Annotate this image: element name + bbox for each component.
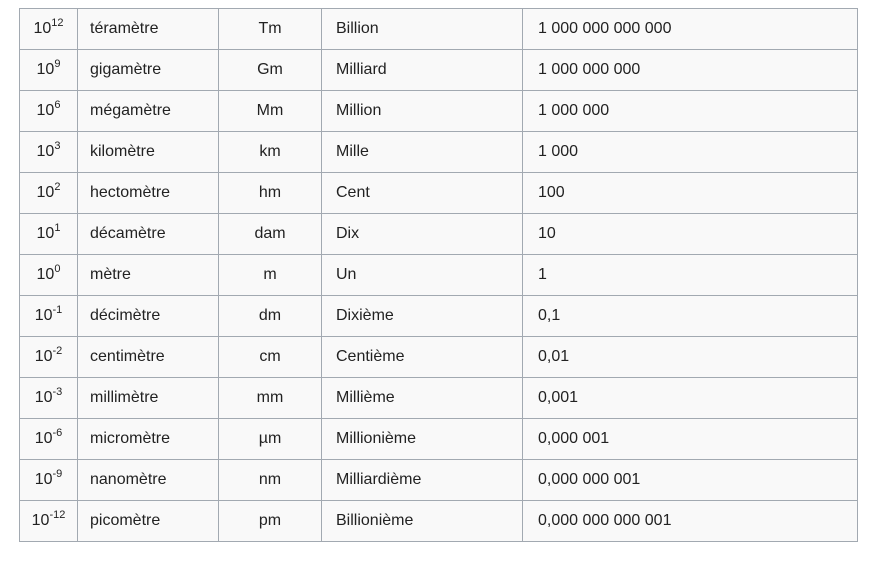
unit-name-cell: décamètre (78, 214, 219, 255)
number-word-cell: Millionième (322, 419, 523, 460)
power-base: 10 (36, 61, 55, 78)
unit-name-cell: kilomètre (78, 132, 219, 173)
table-row (20, 337, 858, 378)
unit-symbol-cell: Tm (219, 9, 322, 50)
power-exponent: -3 (52, 386, 63, 398)
numeric-value-cell: 0,1 (523, 296, 858, 337)
power-cell (20, 460, 78, 501)
number-word-cell: Dixième (322, 296, 523, 337)
power-base: 10 (36, 225, 55, 242)
table-row (20, 132, 858, 173)
metric-prefix-table (19, 8, 858, 542)
table-row (20, 419, 858, 460)
unit-name-cell: mètre (78, 255, 219, 296)
power-exponent: -1 (52, 304, 63, 316)
power-cell (20, 50, 78, 91)
power-base: 10 (34, 430, 53, 447)
power-exponent: 2 (54, 181, 61, 193)
number-word-cell: Centième (322, 337, 523, 378)
power-base: 10 (36, 102, 55, 119)
unit-symbol-cell: nm (219, 460, 322, 501)
number-word-cell: Milliard (322, 50, 523, 91)
power-exponent: 1 (54, 222, 61, 234)
unit-name-cell: téramètre (78, 9, 219, 50)
power-cell (20, 91, 78, 132)
unit-symbol-cell: µm (219, 419, 322, 460)
power-exponent: -2 (52, 345, 63, 357)
table-row (20, 378, 858, 419)
power-base: 10 (34, 471, 53, 488)
unit-name-cell: micromètre (78, 419, 219, 460)
table-body (20, 9, 858, 542)
unit-name-cell: millimètre (78, 378, 219, 419)
power-exponent: -12 (49, 509, 66, 521)
numeric-value-cell: 0,000 000 000 001 (523, 501, 858, 542)
power-cell (20, 132, 78, 173)
power-cell (20, 501, 78, 542)
unit-symbol-cell: dam (219, 214, 322, 255)
number-word-cell: Milliardième (322, 460, 523, 501)
unit-symbol-cell: Mm (219, 91, 322, 132)
table-row (20, 255, 858, 296)
numeric-value-cell: 1 000 (523, 132, 858, 173)
table-row (20, 9, 858, 50)
power-exponent: -9 (52, 468, 63, 480)
unit-symbol-cell: pm (219, 501, 322, 542)
power-cell (20, 255, 78, 296)
unit-symbol-cell: dm (219, 296, 322, 337)
numeric-value-cell: 0,000 000 001 (523, 460, 858, 501)
power-base: 10 (34, 389, 53, 406)
power-base: 10 (36, 266, 55, 283)
power-exponent: 0 (54, 263, 61, 275)
number-word-cell: Billionième (322, 501, 523, 542)
power-cell (20, 337, 78, 378)
unit-name-cell: hectomètre (78, 173, 219, 214)
table-row (20, 296, 858, 337)
power-base: 10 (34, 348, 53, 365)
table-row (20, 91, 858, 132)
numeric-value-cell: 1 000 000 (523, 91, 858, 132)
numeric-value-cell: 1 000 000 000 000 (523, 9, 858, 50)
power-exponent: 9 (54, 58, 61, 70)
unit-name-cell: nanomètre (78, 460, 219, 501)
unit-name-cell: centimètre (78, 337, 219, 378)
power-base: 10 (34, 307, 53, 324)
power-cell (20, 419, 78, 460)
table-row (20, 214, 858, 255)
power-exponent: 12 (51, 17, 64, 29)
numeric-value-cell: 0,000 001 (523, 419, 858, 460)
table-row (20, 460, 858, 501)
unit-symbol-cell: km (219, 132, 322, 173)
unit-name-cell: décimètre (78, 296, 219, 337)
number-word-cell: Billion (322, 9, 523, 50)
number-word-cell: Un (322, 255, 523, 296)
power-cell (20, 9, 78, 50)
power-cell (20, 214, 78, 255)
power-base: 10 (31, 512, 50, 529)
numeric-value-cell: 100 (523, 173, 858, 214)
unit-symbol-cell: mm (219, 378, 322, 419)
unit-symbol-cell: hm (219, 173, 322, 214)
number-word-cell: Millième (322, 378, 523, 419)
power-cell (20, 378, 78, 419)
unit-name-cell: gigamètre (78, 50, 219, 91)
number-word-cell: Cent (322, 173, 523, 214)
power-exponent: 3 (54, 140, 61, 152)
unit-symbol-cell: cm (219, 337, 322, 378)
numeric-value-cell: 10 (523, 214, 858, 255)
numeric-value-cell: 1 (523, 255, 858, 296)
table-row (20, 50, 858, 91)
number-word-cell: Million (322, 91, 523, 132)
power-base: 10 (33, 20, 52, 37)
power-base: 10 (36, 143, 55, 160)
unit-name-cell: mégamètre (78, 91, 219, 132)
number-word-cell: Mille (322, 132, 523, 173)
power-cell (20, 296, 78, 337)
unit-symbol-cell: m (219, 255, 322, 296)
numeric-value-cell: 1 000 000 000 (523, 50, 858, 91)
power-base: 10 (36, 184, 55, 201)
numeric-value-cell: 0,01 (523, 337, 858, 378)
power-cell (20, 173, 78, 214)
table-row (20, 501, 858, 542)
power-exponent: -6 (52, 427, 63, 439)
number-word-cell: Dix (322, 214, 523, 255)
unit-symbol-cell: Gm (219, 50, 322, 91)
numeric-value-cell: 0,001 (523, 378, 858, 419)
table-row (20, 173, 858, 214)
power-exponent: 6 (54, 99, 61, 111)
unit-name-cell: picomètre (78, 501, 219, 542)
